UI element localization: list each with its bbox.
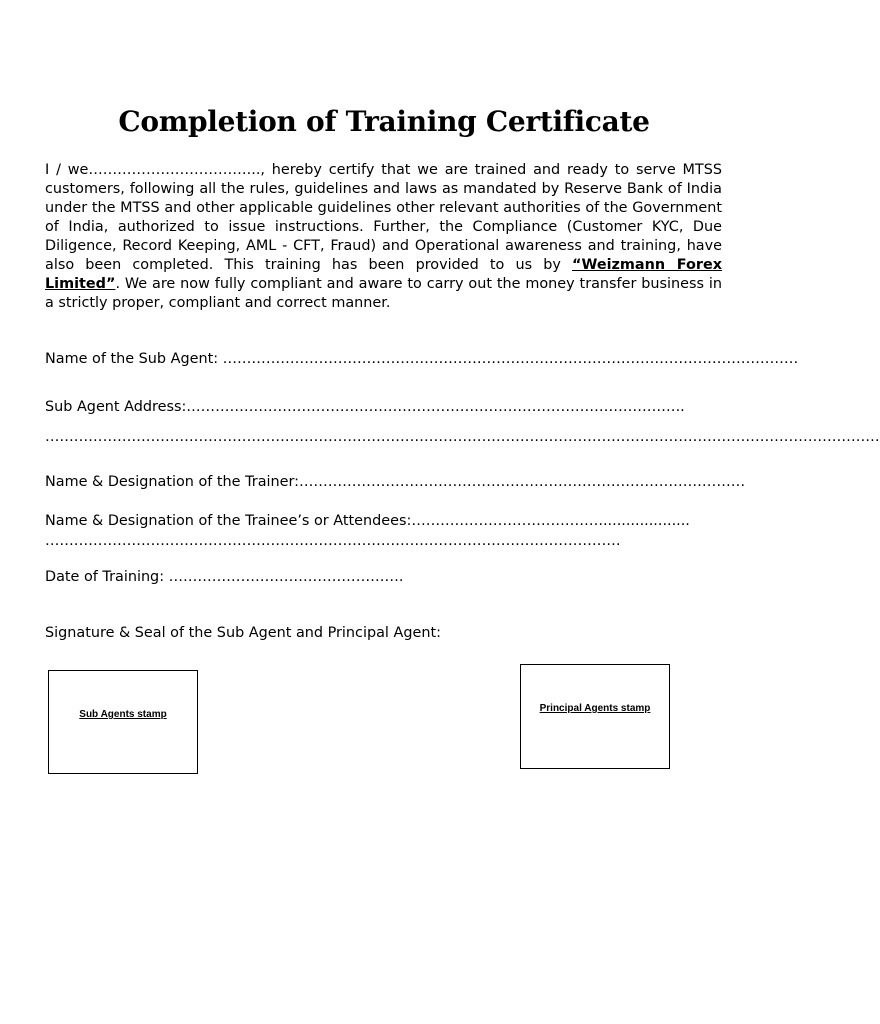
trainee-field: Name & Designation of the Trainee’s or Attendees:………………………………….................... — [45, 513, 690, 529]
sub-agent-address-continuation: ………………………………………………………………………………………………………………………………………………………… — [45, 429, 880, 445]
paragraph-tail-text: . We are now fully compliant and aware to carry out the money transfer business in a strictly proper, compliant and correct manner. — [45, 276, 722, 311]
training-date-field: Date of Training: …………………………………………. — [45, 569, 404, 585]
sub-agent-name-field: Name of the Sub Agent: ………………………………………………………………………………………………………… — [45, 351, 799, 367]
trainer-field: Name & Designation of the Trainer:………………………………………………………………………………… — [45, 474, 746, 490]
principal-agent-stamp-box — [520, 664, 670, 769]
sub-agent-stamp-label: Sub Agents stamp — [79, 709, 167, 720]
certification-paragraph — [45, 161, 722, 313]
company-name: “Weizmann Forex Limited” — [45, 257, 722, 292]
trainee-field-continuation: ………………………………………………………………………………………………………… — [45, 533, 621, 549]
paragraph-lead-text: I / we……………………………..., hereby certify that we are trained and ready to serve MTSS customers, following all the rules, guidelines and laws as mandated by Reserve Bank of India under the MTSS and other applicable guidelines other relevant authorities of the Government of India, authorized to issue instructions. Further, the Compliance (Customer KYC, Due Diligence, Record Keeping, AML - CFT, Fraud) and Operational awareness and training, have also been completed. This training has been provided to us by — [45, 162, 722, 273]
sub-agent-address-field: Sub Agent Address:………………………………………………………………………………………….. — [45, 399, 685, 415]
certificate-title: Completion of Training Certificate — [118, 105, 650, 138]
principal-agent-stamp-label: Principal Agents stamp — [539, 703, 651, 714]
signature-seal-label: Signature & Seal of the Sub Agent and Principal Agent: — [45, 625, 441, 641]
sub-agent-stamp-box — [48, 670, 198, 774]
